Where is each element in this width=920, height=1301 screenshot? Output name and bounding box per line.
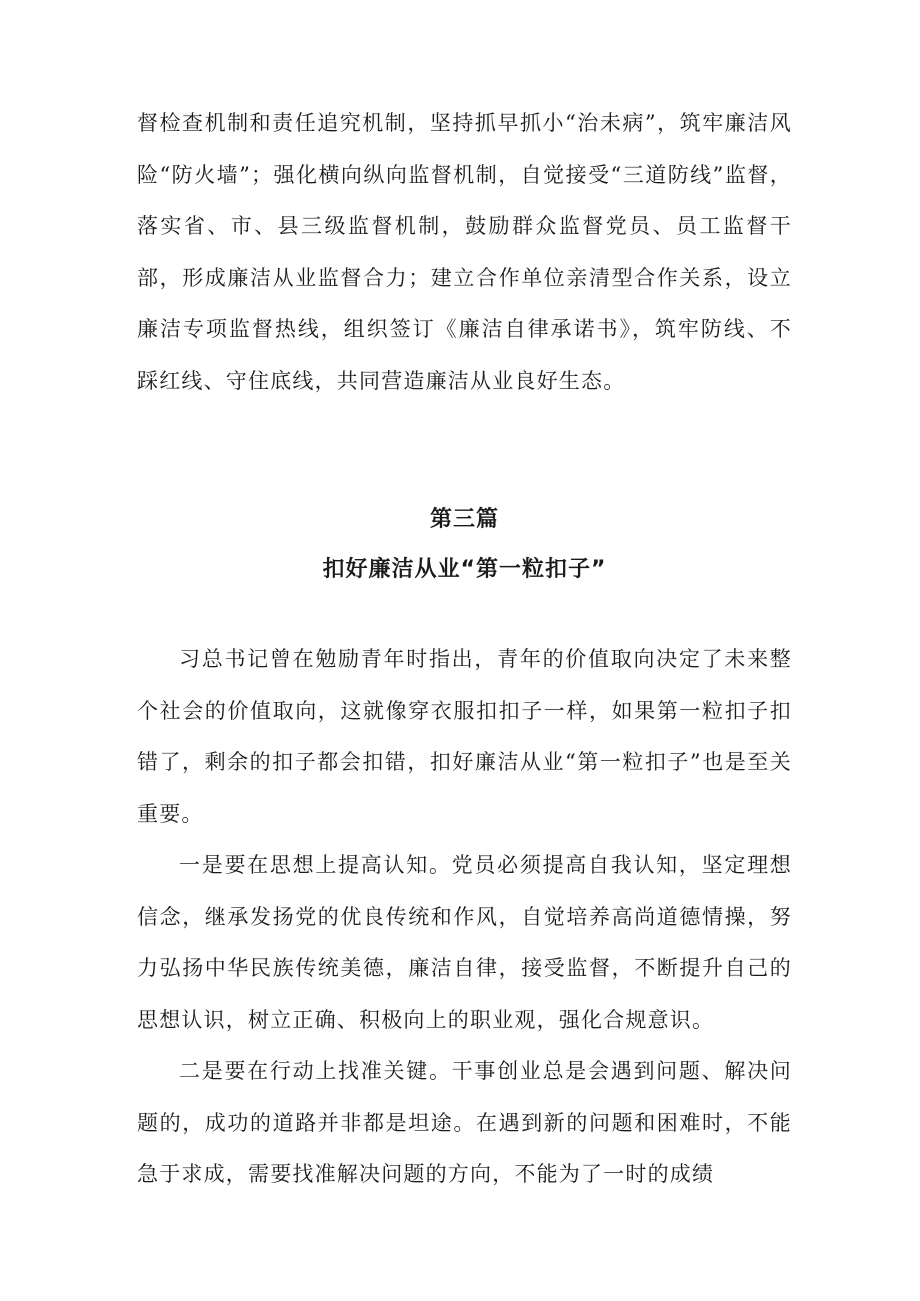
section-heading: [137, 500, 792, 590]
section-title: 扣好廉洁从业“第一粒扣子”: [322, 557, 607, 582]
paragraph-thinking: 一是要在思想上提高认知。党员必须提高自我认知，坚定理想信念，继承发扬党的优良传统和作风，自觉培养高尚道德情操，努力弘扬中华民族传统美德，廉洁自律，接受监督，不断提升自己的思想认识，树立正确、积极向上的职业观，强化合规意识。: [137, 853, 792, 1032]
continuation-section: [137, 98, 792, 407]
article-body: [137, 634, 792, 1201]
continuation-paragraph: 督检查机制和责任追究机制，坚持抓早抓小“治未病”，筑牢廉洁风险“防火墙”；强化横向纵向监督机制，自觉接受“三道防线”监督，落实省、市、县三级监督机制，鼓励群众监督党员、员工监督干部，形成廉洁从业监督合力；建立合作单位亲清型合作关系，设立廉洁专项监督热线，组织签订《廉洁自律承诺书》，筑牢防线、不踩红线、守住底线，共同营造廉洁从业良好生态。: [137, 111, 792, 393]
paragraph-action: 二是要在行动上找准关键。干事创业总是会遇到问题、解决问题的，成功的道路并非都是坦途。在遇到新的问题和困难时，不能急于求成，需要找准解决问题的方向，不能为了一时的成绩: [137, 1059, 792, 1186]
section-label: 第三篇: [429, 507, 499, 532]
paragraph-intro: 习总书记曾在勉励青年时指出，青年的价值取向决定了未来整个社会的价值取向，这就像穿衣服扣扣子一样，如果第一粒扣子扣错了，剩余的扣子都会扣错，扣好廉洁从业“第一粒扣子”也是至关重要。: [137, 647, 792, 826]
